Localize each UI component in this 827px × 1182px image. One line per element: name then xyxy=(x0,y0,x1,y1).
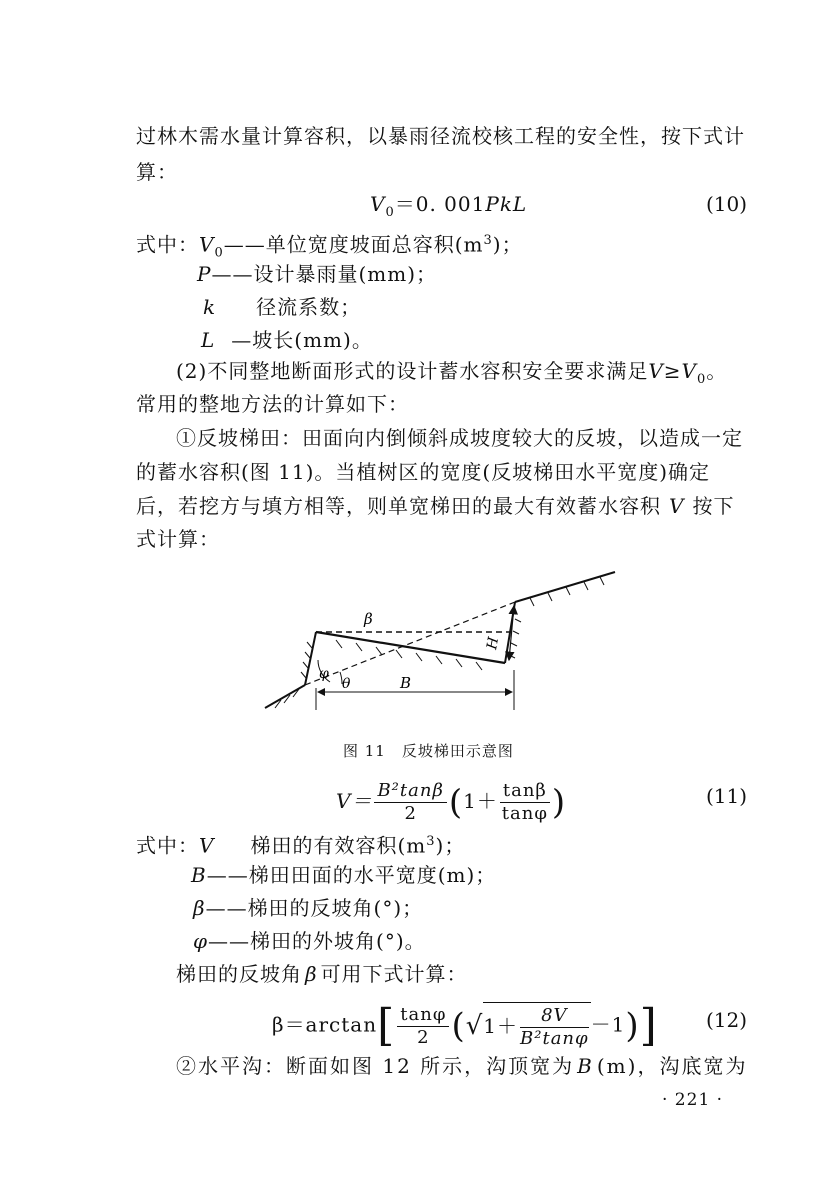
paragraph-3-line-4: 式计算： xyxy=(136,527,220,551)
figure-label-beta: β xyxy=(364,610,373,628)
defs1-l-sym: L xyxy=(201,328,216,352)
defs1-v0-sup: 3 xyxy=(483,233,493,248)
figure-label-h: H xyxy=(484,635,503,651)
equation-11: V＝ $\frac{\text{B²tanβ}}{2}$ (1＋ $\frac{\tan\beta}{\tan\varphi}$ ) xyxy=(336,780,567,824)
definition-b xyxy=(191,861,496,889)
paragraph3-line3-b: 按下 xyxy=(692,494,735,518)
eq11-inner-num: tanβ xyxy=(500,780,550,803)
definition-phi xyxy=(193,927,426,955)
eq12-inner-one: 1＋ xyxy=(483,1014,519,1038)
eq11-num: B²tanβ xyxy=(374,780,446,803)
defs1-v0-sym: V xyxy=(199,232,215,257)
definition-k xyxy=(203,293,361,321)
paragraph-2-line-1 xyxy=(176,357,727,394)
eq12-lhs: β＝arctan xyxy=(272,1012,378,1037)
defs1-k-sym: k xyxy=(203,295,217,319)
defs1-p-desc: ——设计暴雨量(mm)； xyxy=(211,262,438,286)
eq11-inner-one: 1＋ xyxy=(463,789,498,813)
eq11-lhs: V＝ xyxy=(336,789,373,813)
paragraph2-line1-end: 。 xyxy=(706,359,728,383)
definition-v xyxy=(136,828,465,860)
paragraph-3-line-3 xyxy=(136,492,734,520)
paragraph2-line1-b: V≥V xyxy=(648,359,697,383)
paragraph-1-line-2: 算： xyxy=(136,160,178,184)
equation-10 xyxy=(370,190,527,227)
eq12-den: 2 xyxy=(417,1026,430,1048)
equation-10-number: (10) xyxy=(706,192,748,216)
defs1-v0-desc: ——单位宽度坡面总容积(m xyxy=(223,232,484,257)
defs2-v-sym: V xyxy=(199,833,215,858)
eq12-num: tanφ xyxy=(397,1004,449,1027)
eq11-inner-den: tanφ xyxy=(501,803,548,824)
figure-label-theta: θ xyxy=(342,676,351,692)
paragraph4-text-b: 可用下式计算： xyxy=(320,962,468,986)
defs2-beta-sym: β xyxy=(193,896,206,920)
eq11-den: 2 xyxy=(404,803,417,824)
defs1-l-desc: —坡长(mm)。 xyxy=(231,328,373,352)
paragraph-3-line-2: 的蓄水容积(图 11)。当植树区的宽度(反坡梯田水平宽度)确定 xyxy=(136,460,711,484)
definition-p xyxy=(197,260,437,288)
defs2-phi-desc: ——梯田的外坡角(°)。 xyxy=(208,929,426,953)
equation-11-number: (11) xyxy=(706,784,748,808)
eq12-inner-den: B²tanφ xyxy=(520,1028,589,1049)
eq10-rhs-vars: PkL xyxy=(485,192,528,216)
defs1-intro: 式中： xyxy=(136,232,199,257)
figure-label-phi: φ xyxy=(319,666,329,682)
lower-slope-line xyxy=(265,685,305,708)
paragraph-1-line-1: 过林木需水量计算容积，以暴雨径流校核工程的安全性，按下式计 xyxy=(136,124,745,148)
defs2-phi-sym: φ xyxy=(193,929,209,953)
equation-12: β＝arctan[ $\frac{\tan\varphi}{2}$ (√1＋ $\frac{8V}{\text{B²tanφ}}$ －1)] xyxy=(272,1000,658,1051)
paragraph2-line1-a: (2)不同整地断面形式的设计蓄水容积安全要求满足 xyxy=(176,359,649,383)
paragraph-2-line-2: 常用的整地方法的计算如下： xyxy=(136,392,409,416)
paragraph-4 xyxy=(176,960,468,988)
page-number: · 221 · xyxy=(662,1090,724,1110)
eq11-fraction xyxy=(374,780,446,825)
eq10-rhs: ＝0. 001 xyxy=(394,192,486,216)
defs2-intro: 式中： xyxy=(136,833,199,858)
paragraph-5 xyxy=(176,1052,747,1080)
paragraph4-text-a: 梯田的反坡角 xyxy=(176,962,302,986)
defs2-v-desc: 梯田的有效容积(m xyxy=(250,833,427,858)
defs2-v-sup: 3 xyxy=(426,834,436,849)
figure-11-caption: 图 11 反坡梯田示意图 xyxy=(343,742,514,760)
paragraph5-text-b: (m)，沟底宽为 xyxy=(596,1054,748,1078)
figure-11-diagram xyxy=(0,560,827,760)
defs2-b-desc: ——梯田田面的水平宽度(m)； xyxy=(206,863,497,887)
eq10-lhs: V xyxy=(370,192,386,216)
defs1-v0-end: )； xyxy=(492,232,523,257)
defs1-p-sym: P xyxy=(197,262,212,286)
eq10-lhs-sub: 0 xyxy=(385,205,395,220)
defs1-k-desc: 径流系数； xyxy=(256,295,362,319)
upper-slope-line xyxy=(515,572,615,602)
equation-12-number: (12) xyxy=(706,1008,748,1032)
eq12-inner-fraction xyxy=(520,1005,589,1050)
original-slope-dashed-line xyxy=(305,602,515,685)
paragraph3-line3-v: V xyxy=(669,494,685,518)
eq12-fraction xyxy=(397,1004,449,1049)
paragraph-3-line-1: ①反坡梯田：田面向内倒倾斜成坡度较大的反坡，以造成一定 xyxy=(176,426,743,450)
eq12-minus-one: －1 xyxy=(590,1012,626,1037)
eq12-sqrt xyxy=(483,1002,590,1050)
outer-riser-line xyxy=(305,632,316,685)
paragraph3-line3-a: 后，若挖方与填方相等，则单宽梯田的最大有效蓄水容积 xyxy=(136,494,661,518)
eq11-inner-fraction xyxy=(500,780,550,825)
defs2-beta-desc: ——梯田的反坡角(°)； xyxy=(205,896,424,920)
paragraph2-line1-sub: 0 xyxy=(697,372,707,387)
paragraph5-sym: B xyxy=(577,1054,594,1078)
definition-l xyxy=(201,326,373,354)
terrace-surface-line xyxy=(316,632,505,663)
paragraph5-text-a: ②水平沟：断面如图 12 所示，沟顶宽为 xyxy=(176,1054,575,1078)
eq12-inner-num: 8V xyxy=(520,1005,589,1028)
defs2-b-sym: B xyxy=(191,863,207,887)
paragraph4-sym: β xyxy=(305,962,318,986)
defs1-v0-sub: 0 xyxy=(214,245,224,261)
figure-label-b: B xyxy=(400,674,412,692)
defs2-v-end: )； xyxy=(435,833,466,858)
definition-beta xyxy=(193,894,423,922)
